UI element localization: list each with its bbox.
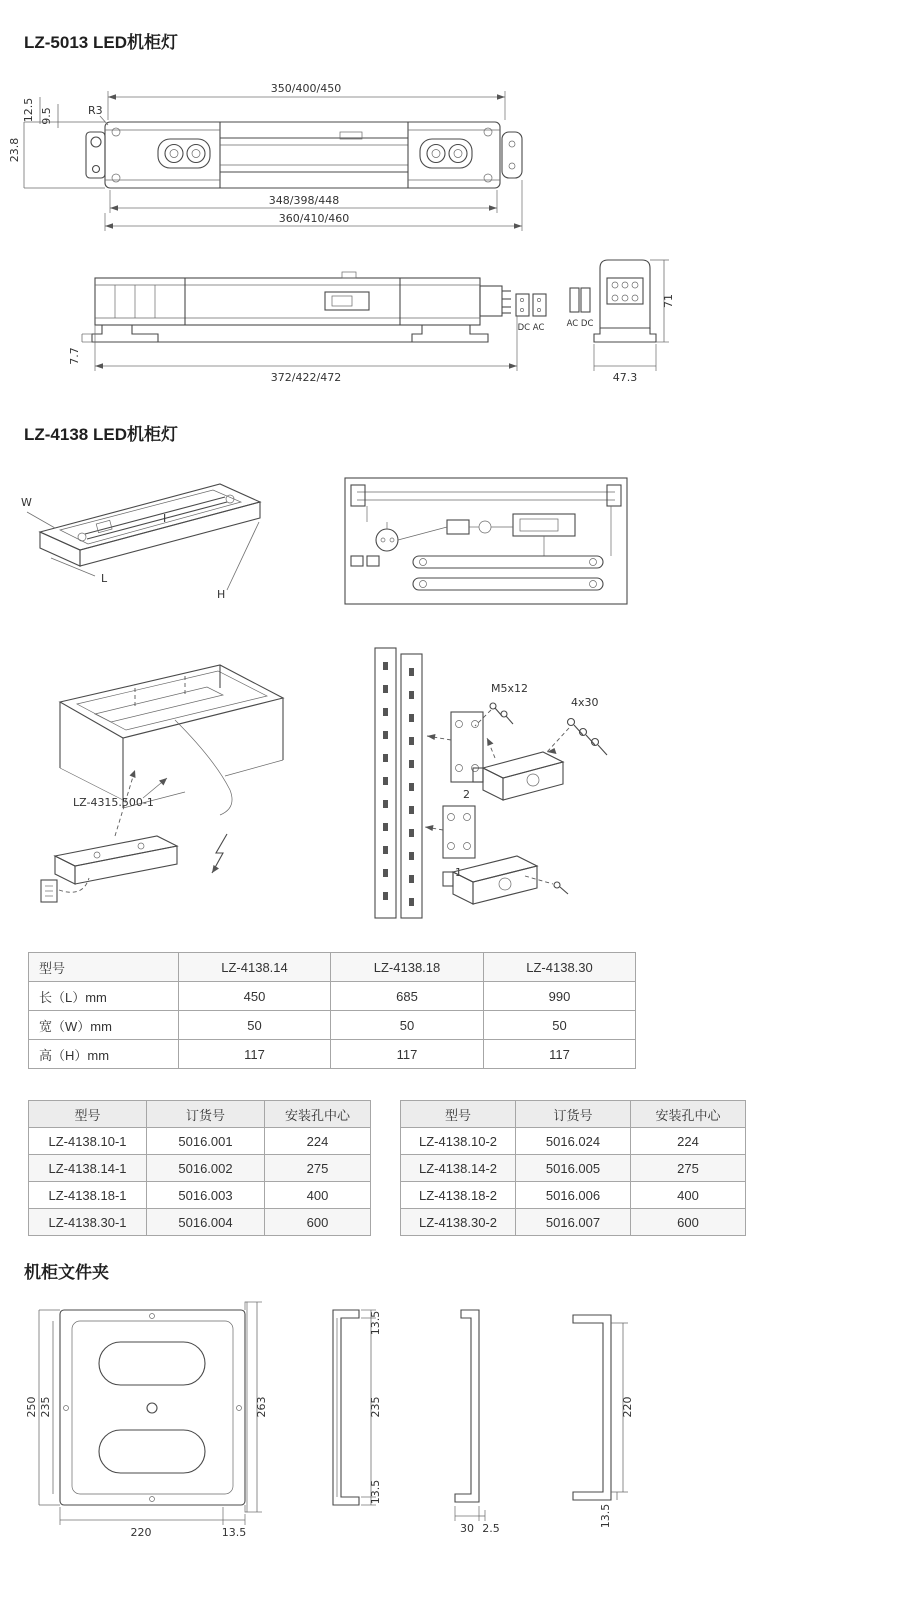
dim-220-side-label: 220 xyxy=(621,1396,634,1418)
dim-w-label: W xyxy=(21,496,32,509)
order-table-header-cell: 订货号 xyxy=(516,1101,631,1128)
size-table-header-cell: LZ-4138.14 xyxy=(179,953,331,982)
folder-front-view xyxy=(60,1302,247,1512)
lz4138-overview-drawing xyxy=(15,462,645,620)
order-table-row xyxy=(401,1209,746,1236)
size-table-cell: 长（L）mm xyxy=(29,982,179,1011)
dim-13-5-label: 13.5 xyxy=(221,1526,247,1539)
dim-13-5-side-label: 13.5 xyxy=(599,1503,612,1529)
dim-l-label: L xyxy=(101,572,108,585)
section-title-folder: 机柜文件夹 xyxy=(24,1263,109,1282)
folder-side-view-a xyxy=(333,1310,382,1505)
order-table-cell: 5016.007 xyxy=(516,1209,631,1236)
order-table-cell: 600 xyxy=(265,1209,371,1236)
dim-12-5-label: 12.5 xyxy=(22,97,35,123)
dim-length-outer-label: 360/410/460 xyxy=(278,212,350,225)
order-table-header-cell: 型号 xyxy=(401,1101,516,1128)
order-table-cell: 5016.006 xyxy=(516,1182,631,1209)
dim-length-top-label: 350/400/450 xyxy=(270,82,342,95)
dim-220-label: 220 xyxy=(130,1526,152,1539)
size-table-header-cell: LZ-4138.18 xyxy=(331,953,484,982)
order-table-cell: 224 xyxy=(631,1128,746,1155)
lz5013-body-top xyxy=(86,122,522,188)
top-dimension xyxy=(108,82,505,120)
4x30-screws xyxy=(547,696,607,755)
order-table-row xyxy=(29,1155,371,1182)
left-dimensions xyxy=(8,97,108,188)
dim-263-label: 263 xyxy=(255,1396,268,1418)
order-table-cell: LZ-4138.18-1 xyxy=(29,1182,147,1209)
size-table-cell: 117 xyxy=(331,1040,484,1069)
dim-7-7-label: 7.7 xyxy=(68,347,81,365)
position-2-label: 2 xyxy=(463,788,470,801)
dim-13-5-top-label: 13.5 xyxy=(369,1310,382,1336)
position-1-label: 1 xyxy=(455,866,462,879)
order-table-row xyxy=(29,1128,371,1155)
order-table-header-cell: 型号 xyxy=(29,1101,147,1128)
order-table-cell: LZ-4138.10-2 xyxy=(401,1128,516,1155)
m5x12-label: M5x12 xyxy=(491,682,528,695)
size-table-cell: 50 xyxy=(484,1011,636,1040)
size-table-cell: 117 xyxy=(179,1040,331,1069)
section-title-lz5013: LZ-5013 LED机柜灯 xyxy=(24,33,178,52)
lz5013-front-view-drawing xyxy=(70,250,680,398)
size-table-row xyxy=(29,1011,636,1040)
order-table-left xyxy=(28,1100,371,1236)
size-table-row xyxy=(29,1040,636,1069)
order-table-cell: 5016.005 xyxy=(516,1155,631,1182)
order-table-cell: 5016.002 xyxy=(147,1155,265,1182)
order-table-cell: 5016.001 xyxy=(147,1128,265,1155)
radius-r3-label: R3 xyxy=(88,104,103,117)
assembly-label-group xyxy=(73,778,167,809)
size-table-header-cell: LZ-4138.30 xyxy=(484,953,636,982)
light-module-upper xyxy=(473,738,563,800)
dim-372-label: 372/422/472 xyxy=(270,371,342,384)
light-module-lower xyxy=(443,856,568,904)
order-table-cell: 275 xyxy=(265,1155,371,1182)
order-table-cell: LZ-4138.10-1 xyxy=(29,1128,147,1155)
bracket-plate-2 xyxy=(427,712,483,801)
order-table-cell: 600 xyxy=(631,1209,746,1236)
order-table-cell: LZ-4138.18-2 xyxy=(401,1182,516,1209)
lz4138-installation-drawing xyxy=(25,640,645,935)
folder-side-view-b xyxy=(455,1310,500,1535)
order-table-cell: 400 xyxy=(265,1182,371,1209)
4x30-label: 4x30 xyxy=(571,696,599,709)
section-title-lz4138: LZ-4138 LED机柜灯 xyxy=(24,425,178,444)
assembly-code-label: LZ-4315.500-1 xyxy=(73,796,154,809)
order-table-header-cell: 安装孔中心 xyxy=(265,1101,371,1128)
size-table-cell: 990 xyxy=(484,982,636,1011)
size-table-header-row xyxy=(29,953,636,982)
order-table-cell: 5016.024 xyxy=(516,1128,631,1155)
order-table-cell: LZ-4138.14-2 xyxy=(401,1155,516,1182)
order-table-header-row xyxy=(401,1101,746,1128)
wiring-diagram xyxy=(345,478,627,604)
size-table-header-cell: 型号 xyxy=(29,953,179,982)
dim-71-label: 71 xyxy=(662,294,675,308)
order-table-header-row xyxy=(29,1101,371,1128)
lz5013-body-front xyxy=(92,272,488,342)
size-table-cell: 117 xyxy=(484,1040,636,1069)
dim-9-5-label: 9.5 xyxy=(40,107,53,125)
order-table-cell: LZ-4138.30-2 xyxy=(401,1209,516,1236)
order-table-row xyxy=(401,1182,746,1209)
dim-235-label: 235 xyxy=(39,1396,52,1418)
dc-ac-label: DC AC xyxy=(517,323,545,333)
order-table-cell: 5016.004 xyxy=(147,1209,265,1236)
size-table-cell: 高（H）mm xyxy=(29,1040,179,1069)
order-table-row xyxy=(401,1155,746,1182)
size-table-cell: 685 xyxy=(331,982,484,1011)
size-table-cell: 50 xyxy=(179,1011,331,1040)
mounting-rail-iso xyxy=(375,648,422,918)
order-table-row xyxy=(29,1182,371,1209)
order-table-header-cell: 订货号 xyxy=(147,1101,265,1128)
ac-dc-label: AC DC xyxy=(566,319,594,329)
order-table-cell: LZ-4138.30-1 xyxy=(29,1209,147,1236)
cabinet-frame-iso xyxy=(60,665,283,815)
dim-30-label: 30 xyxy=(460,1522,474,1535)
order-table-row xyxy=(29,1209,371,1236)
folder-side-view-c xyxy=(573,1315,634,1528)
order-table-header-cell: 安装孔中心 xyxy=(631,1101,746,1128)
lz5013-top-view-drawing xyxy=(10,80,530,242)
order-table-cell: 400 xyxy=(631,1182,746,1209)
lightning-bolt-icon xyxy=(212,834,227,873)
order-table-cell: 275 xyxy=(631,1155,746,1182)
dim-i-label: I xyxy=(163,512,167,525)
dim-2-5-label: 2.5 xyxy=(482,1522,500,1535)
size-table-cell: 宽（W）mm xyxy=(29,1011,179,1040)
end-view xyxy=(594,260,656,342)
order-table-cell: LZ-4138.14-1 xyxy=(29,1155,147,1182)
folder-drawing xyxy=(25,1290,655,1552)
size-table-cell: 50 xyxy=(331,1011,484,1040)
connector-detail xyxy=(41,878,89,902)
dim-23-8-label: 23.8 xyxy=(8,137,21,163)
right-connector xyxy=(480,286,593,333)
size-table xyxy=(28,952,636,1069)
order-table-right xyxy=(400,1100,746,1236)
standalone-fixture-iso xyxy=(55,770,177,884)
dim-length-inner-label: 348/398/448 xyxy=(268,194,340,207)
order-table-cell: 224 xyxy=(265,1128,371,1155)
dim-13-5-bottom-label: 13.5 xyxy=(369,1479,382,1505)
folder-front-dimensions xyxy=(25,1302,268,1539)
size-table-cell: 450 xyxy=(179,982,331,1011)
lz4138-isometric-view xyxy=(40,484,260,566)
size-table-row xyxy=(29,982,636,1011)
dim-47-3-label: 47.3 xyxy=(612,371,638,384)
order-table-cell: 5016.003 xyxy=(147,1182,265,1209)
dim-235-side-label: 235 xyxy=(369,1396,382,1418)
dim-h-label: H xyxy=(217,588,226,601)
order-table-row xyxy=(401,1128,746,1155)
dim-250-label: 250 xyxy=(25,1396,38,1418)
